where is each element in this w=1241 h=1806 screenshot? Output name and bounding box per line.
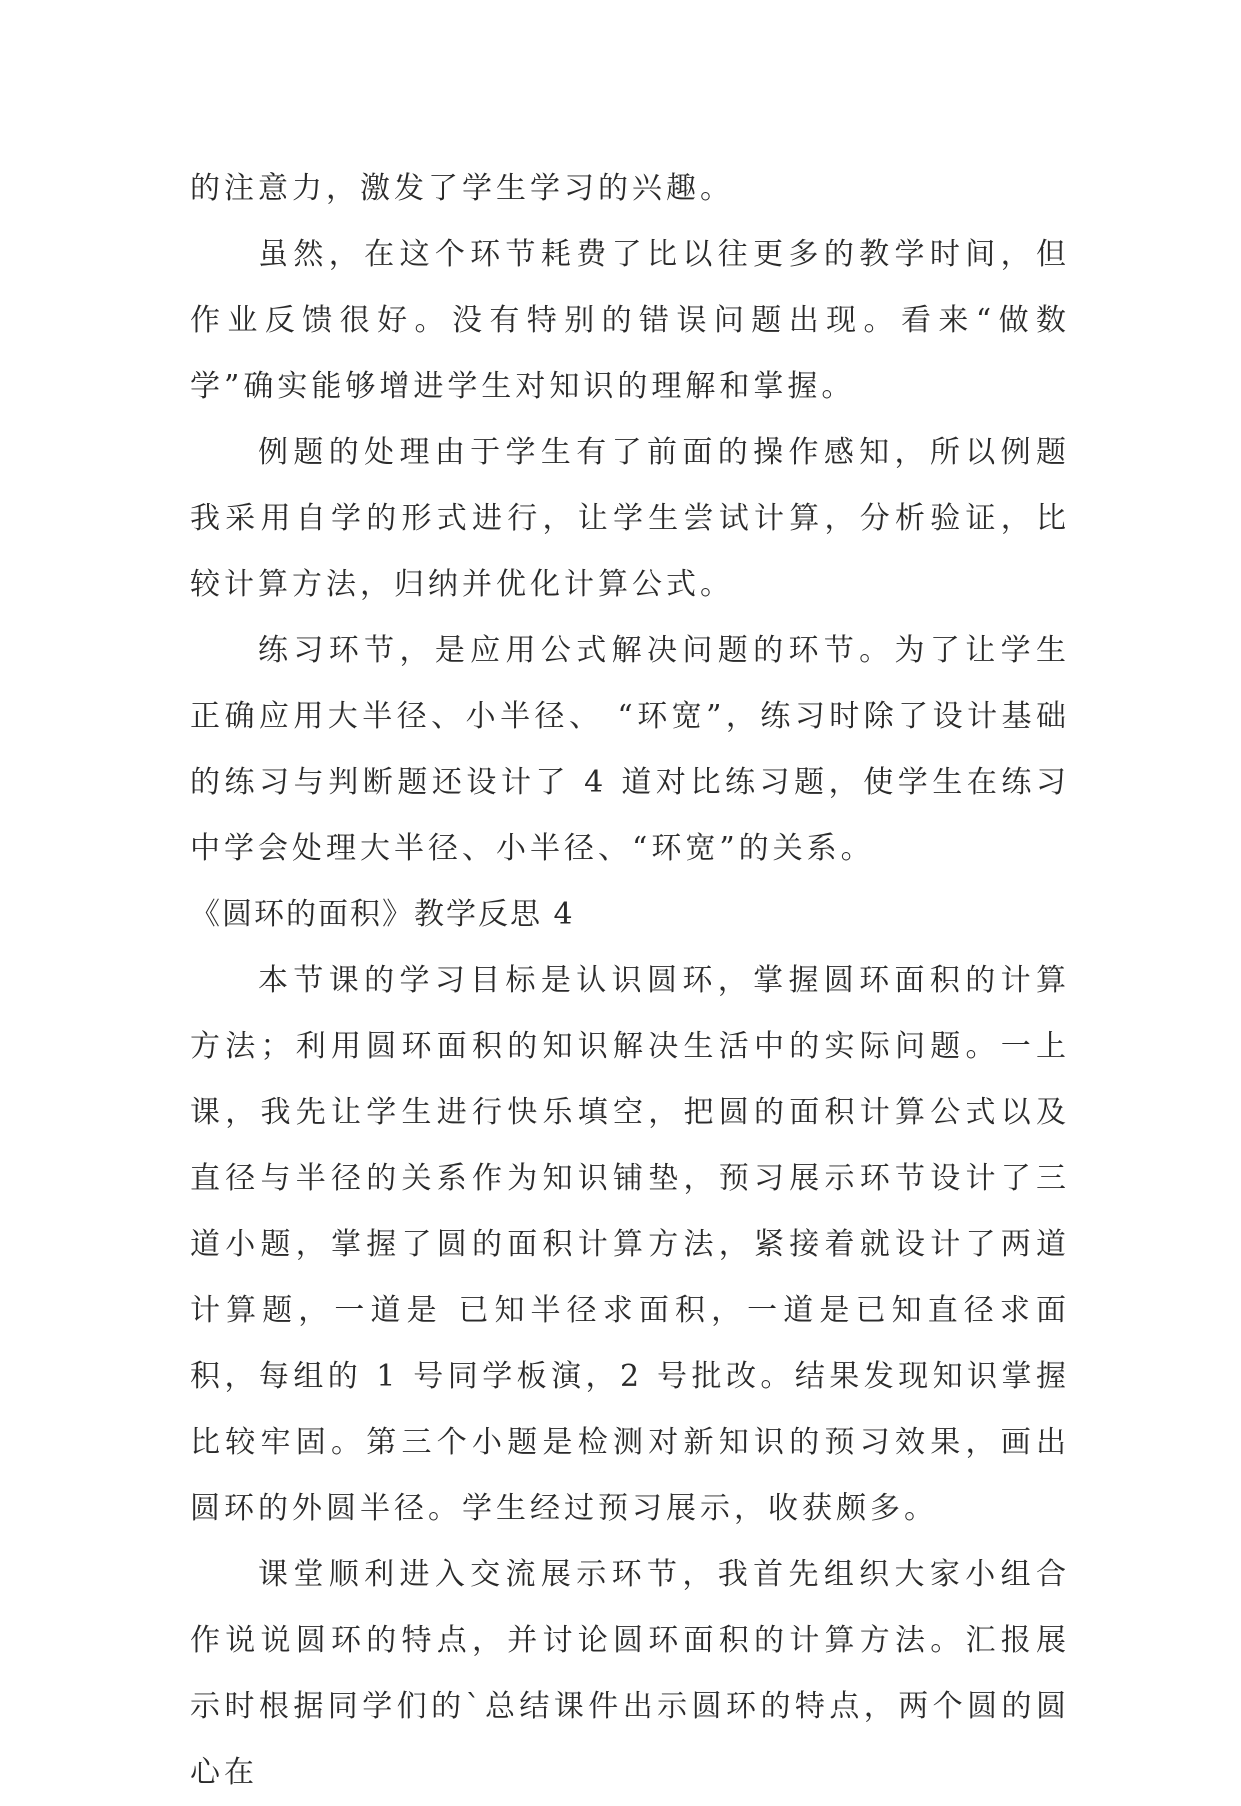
paragraph: 本节课的学习目标是认识圆环，掌握圆环面积的计算方法；利用圆环面积的知识解决生活中的实际问题。一上课，我先让学生进行快乐填空，把圆的面积计算公式以及直径与半径的关系作为知识铺垫，预习展示环节设计了三道小题，掌握了圆的面积计算方法，紧接着就设计了两道计算题，一道是 已知半径求面积，一道是已知直径求面积，每组的 1 号同学板演，2 号批改。结果发现知识掌握比较牢固。第三个小题是检测对新知识的预习效果，画出圆环的外圆半径。学生经过预习展示，收获颇多。 xyxy=(190,963,1070,1526)
paragraph: 练习环节，是应用公式解决问题的环节。为了让学生正确应用大半径、小半径、 “环宽”，练习时除了设计基础的练习与判断题还设计了 4 道对比练习题，使学生在练习中学会处理大半径、小半径、“环宽”的关系。 xyxy=(190,633,1070,866)
paragraph: 虽然，在这个环节耗费了比以往更多的教学时间，但作业反馈很好。没有特别的错误问题出现。看来“做数学”确实能够增进学生对知识的理解和掌握。 xyxy=(190,237,1070,404)
document-body xyxy=(190,156,1070,1806)
section-heading: 《圆环的面积》教学反思 4 xyxy=(190,897,575,932)
paragraph: 课堂顺利进入交流展示环节，我首先组织大家小组合作说说圆环的特点，并讨论圆环面积的计算方法。汇报展示时根据同学们的`总结课件出示圆环的特点，两个圆的圆心在 xyxy=(190,1557,1070,1790)
paragraph: 例题的处理由于学生有了前面的操作感知，所以例题我采用自学的形式进行，让学生尝试计算，分析验证，比较计算方法，归纳并优化计算公式。 xyxy=(190,435,1070,602)
paragraph: 的注意力，激发了学生学习的兴趣。 xyxy=(190,171,734,206)
